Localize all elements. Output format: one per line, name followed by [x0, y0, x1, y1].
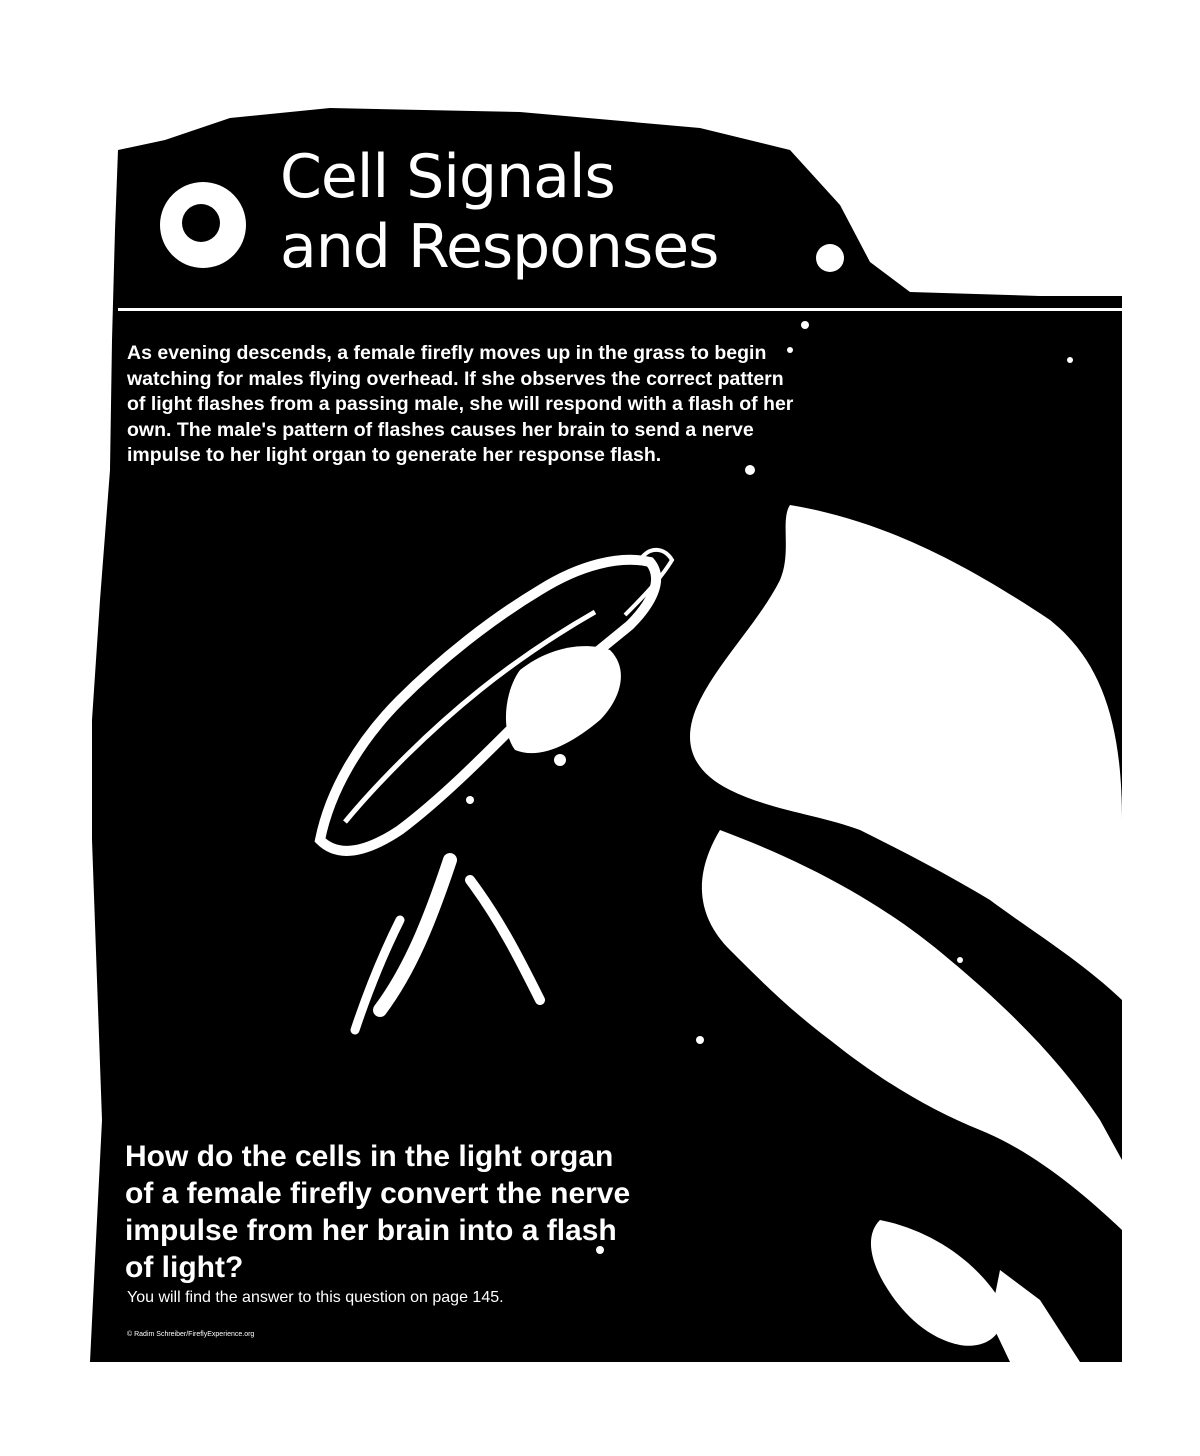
answer-page-note: You will find the answer to this question on page 145.	[127, 1289, 504, 1306]
title-line-1: Cell Signals	[280, 142, 615, 212]
focus-question: How do the cells in the light organ of a female firefly convert the nerve impulse from her brain into a flash of light?	[125, 1140, 631, 1284]
photo-credit: © Radim Schreiber/FireflyExperience.org	[127, 1331, 255, 1338]
title-line-2: and Responses	[280, 212, 719, 282]
page-title	[280, 142, 870, 282]
intro-paragraph: As evening descends, a female firefly moves up in the grass to begin watching for males flying overhead. If she observes the correct pattern of light flashes from a passing male, she will respond with a flash of her own. The male's pattern of flashes causes her brain to send a nerve impulse to her light organ to generate her response flash.	[127, 342, 794, 466]
title-divider	[118, 308, 1122, 311]
chapter-number-icon	[160, 182, 246, 268]
